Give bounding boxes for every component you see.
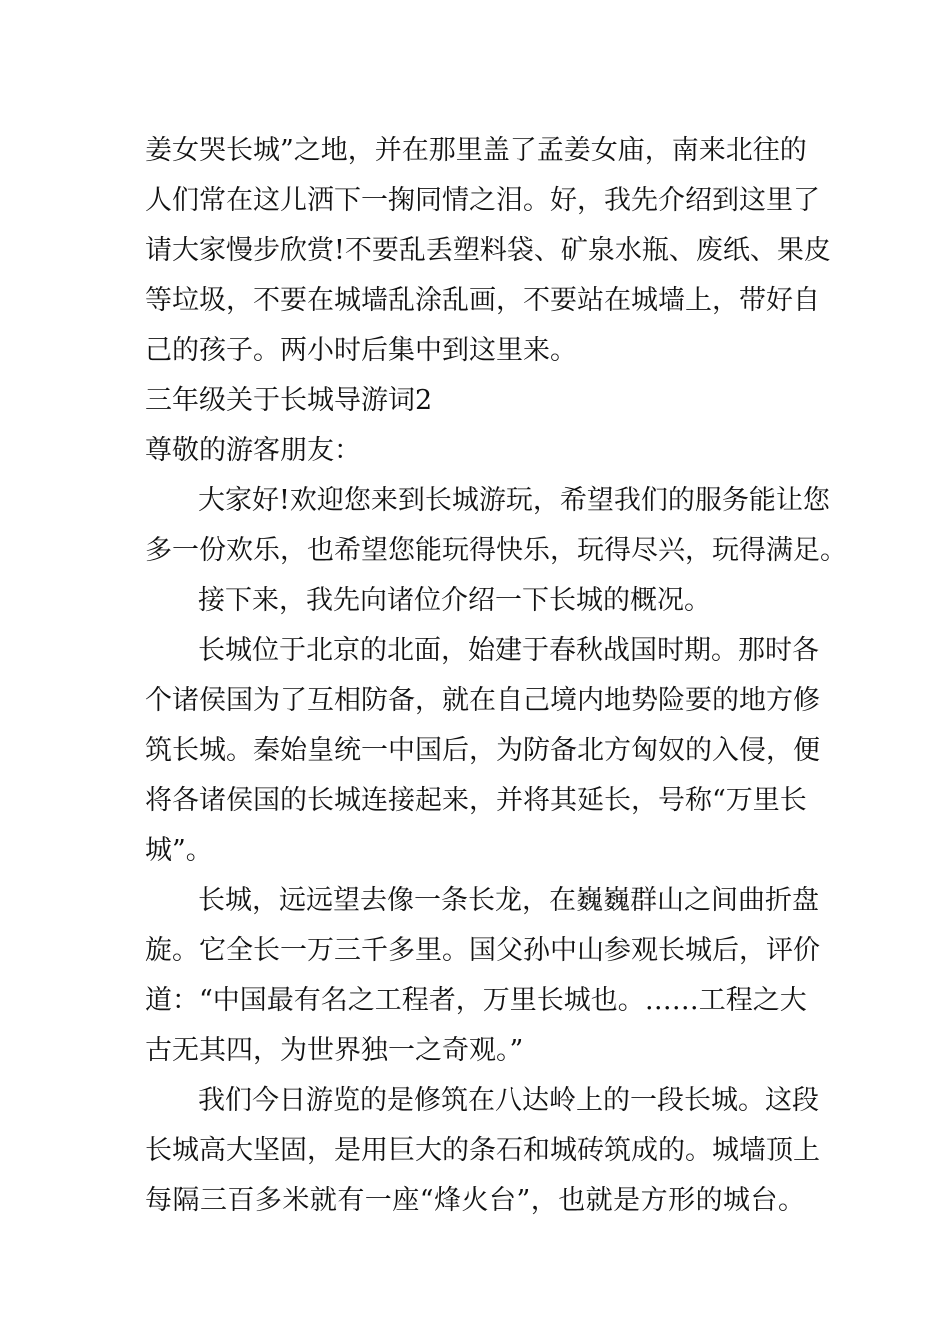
paragraph-line: 请大家慢步欣赏!不要乱丢塑料袋、矿泉水瓶、废纸、果皮 (145, 235, 831, 266)
section-title: 三年级关于长城导游词2 (145, 385, 433, 416)
paragraph-line: 将各诸侯国的长城连接起来，并将其延长，号称“万里长 (145, 785, 807, 816)
paragraph-line: 等垃圾，不要在城墙乱涂乱画，不要站在城墙上，带好自 (145, 285, 820, 316)
paragraph-line: 多一份欢乐，也希望您能玩得快乐，玩得尽兴，玩得满足。 (145, 535, 847, 566)
paragraph-line: 姜女哭长城”之地，并在那里盖了孟姜女庙，南来北往的 (145, 135, 807, 166)
paragraph-line: 每隔三百多米就有一座“烽火台”，也就是方形的城台。 (145, 1185, 805, 1216)
paragraph-line: 旋。它全长一万三千多里。国父孙中山参观长城后，评价 (145, 935, 820, 966)
paragraph-line: 己的孩子。两小时后集中到这里来。 (145, 335, 577, 366)
paragraph-line: 长城，远远望去像一条长龙，在巍巍群山之间曲折盘 (198, 885, 819, 916)
paragraph-line: 长城位于北京的北面，始建于春秋战国时期。那时各 (198, 635, 819, 666)
paragraph-line: 接下来，我先向诸位介绍一下长城的概况。 (198, 585, 711, 616)
paragraph-line: 个诸侯国为了互相防备，就在自己境内地势险要的地方修 (145, 685, 820, 716)
salutation: 尊敬的游客朋友： (145, 435, 361, 466)
paragraph-line: 长城高大坚固，是用巨大的条石和城砖筑成的。城墙顶上 (145, 1135, 820, 1166)
paragraph-line: 筑长城。秦始皇统一中国后，为防备北方匈奴的入侵，便 (145, 735, 820, 766)
paragraph-line: 道：“中国最有名之工程者，万里长城也。……工程之大 (145, 985, 807, 1016)
paragraph-line: 大家好!欢迎您来到长城游玩，希望我们的服务能让您 (198, 485, 830, 516)
paragraph-line: 城”。 (145, 835, 213, 866)
paragraph-line: 我们今日游览的是修筑在八达岭上的一段长城。这段 (198, 1085, 819, 1116)
paragraph-line: 古无其四，为世界独一之奇观。” (145, 1035, 524, 1066)
paragraph-line: 人们常在这儿洒下一掬同情之泪。好，我先介绍到这里了 (145, 185, 820, 216)
